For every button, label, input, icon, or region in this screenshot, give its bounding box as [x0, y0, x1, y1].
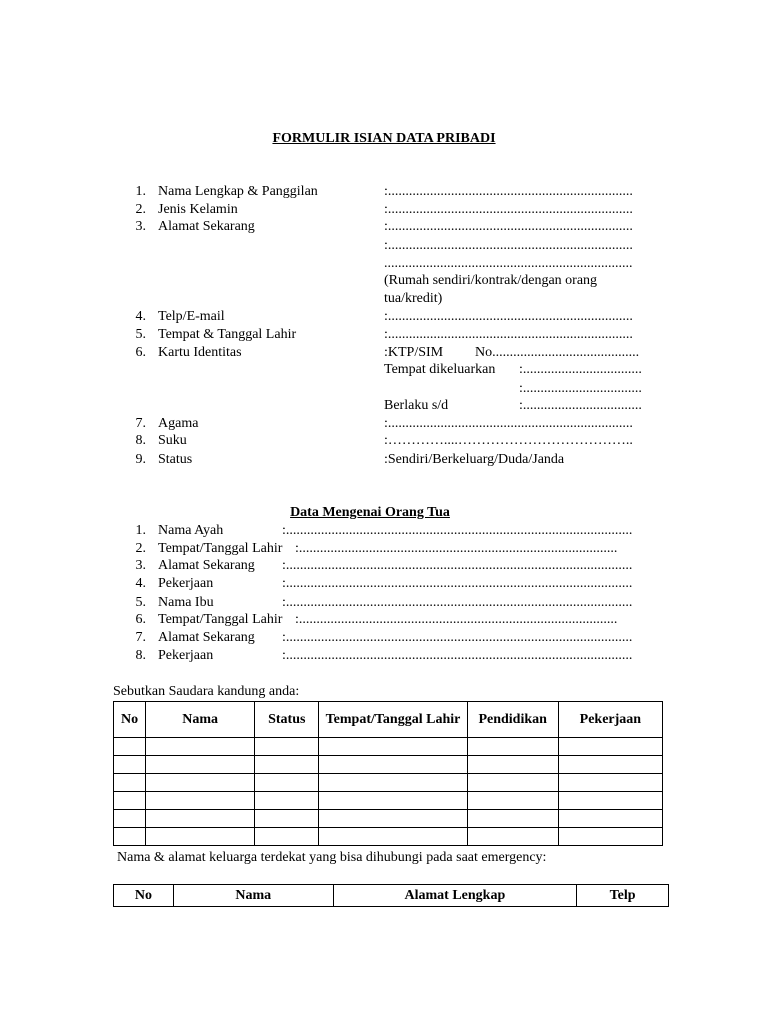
col-header-job: Pekerjaan	[558, 702, 662, 738]
table-cell[interactable]	[114, 792, 146, 810]
item-value[interactable]: :......................................................................	[384, 219, 633, 234]
item-number: 7.	[135, 416, 146, 431]
item-label: Kartu Identitas	[158, 345, 242, 360]
col-header-birth: Tempat/Tanggal Lahir	[319, 702, 467, 738]
table-row	[114, 810, 663, 828]
item-label: Pekerjaan	[158, 576, 214, 591]
item-number: 3.	[135, 219, 146, 234]
address-line-2[interactable]: :......................................................................	[384, 238, 633, 253]
table-cell[interactable]	[255, 756, 319, 774]
item-number: 8.	[135, 648, 146, 663]
table-row	[114, 792, 663, 810]
item-number: 2.	[135, 541, 146, 556]
table-cell[interactable]	[467, 774, 558, 792]
table-cell[interactable]	[146, 774, 255, 792]
table-row	[114, 738, 663, 756]
table-cell[interactable]	[146, 756, 255, 774]
table-header-row	[114, 702, 663, 738]
id-card-number[interactable]: No..........................................	[475, 345, 640, 360]
table-header-row	[114, 885, 669, 907]
table-cell[interactable]	[467, 792, 558, 810]
item-label: Alamat Sekarang	[158, 219, 255, 234]
table-cell[interactable]	[255, 738, 319, 756]
table-cell[interactable]	[146, 810, 255, 828]
item-value[interactable]: :...................................................................................................	[282, 630, 633, 645]
item-label: Jenis Kelamin	[158, 202, 238, 217]
siblings-table	[113, 701, 663, 846]
table-cell[interactable]	[319, 810, 467, 828]
siblings-caption: Sebutkan Saudara kandung anda:	[113, 684, 300, 699]
item-number: 6.	[135, 612, 146, 627]
id-issued-value-2[interactable]: :..................................	[519, 381, 642, 396]
table-cell[interactable]	[558, 792, 662, 810]
item-number: 5.	[135, 327, 146, 342]
table-cell[interactable]	[255, 810, 319, 828]
item-label: Status	[158, 452, 193, 467]
id-valid-value[interactable]: :..................................	[519, 398, 642, 413]
item-label: Alamat Sekarang	[158, 558, 255, 573]
table-cell[interactable]	[146, 738, 255, 756]
item-number: 6.	[135, 345, 146, 360]
address-line-3[interactable]: .......................................................................	[384, 256, 633, 271]
item-label: Pekerjaan	[158, 648, 214, 663]
item-value[interactable]: :...................................................................................................	[282, 648, 633, 663]
table-cell[interactable]	[319, 756, 467, 774]
id-card-type: :KTP/SIM	[384, 345, 444, 360]
item-label: Alamat Sekarang	[158, 630, 255, 645]
item-label: Tempat/Tanggal Lahir	[158, 612, 283, 627]
table-cell[interactable]	[114, 810, 146, 828]
item-label: Nama Lengkap & Panggilan	[158, 184, 318, 199]
table-cell[interactable]	[255, 828, 319, 846]
item-number: 2.	[135, 202, 146, 217]
parents-title: Data Mengenai Orang Tua	[290, 505, 450, 520]
col-header-no: No	[114, 885, 174, 907]
table-cell[interactable]	[558, 810, 662, 828]
item-number: 1.	[135, 184, 146, 199]
table-row	[114, 774, 663, 792]
item-value[interactable]: :......................................................................	[384, 416, 633, 431]
item-value[interactable]: :...........................................................................................	[295, 612, 618, 627]
table-cell[interactable]	[114, 828, 146, 846]
item-value[interactable]: :...................................................................................................	[282, 595, 633, 610]
table-cell[interactable]	[467, 738, 558, 756]
item-value[interactable]: :......................................................................	[384, 202, 633, 217]
item-label: Telp/E-mail	[158, 309, 225, 324]
table-cell[interactable]	[255, 774, 319, 792]
item-value: :Sendiri/Berkeluarg/Duda/Janda	[384, 452, 565, 467]
emergency-table	[113, 884, 669, 907]
table-cell[interactable]	[319, 828, 467, 846]
table-cell[interactable]	[255, 792, 319, 810]
item-number: 7.	[135, 630, 146, 645]
table-cell[interactable]	[319, 738, 467, 756]
item-value[interactable]: :......................................................................	[384, 184, 633, 199]
item-number: 9.	[135, 452, 146, 467]
table-cell[interactable]	[467, 828, 558, 846]
col-header-phone: Telp	[577, 885, 669, 907]
table-cell[interactable]	[558, 756, 662, 774]
item-number: 8.	[135, 433, 146, 448]
item-label: Suku	[158, 433, 187, 448]
item-label: Tempat/Tanggal Lahir	[158, 541, 283, 556]
item-number: 1.	[135, 523, 146, 538]
col-header-no: No	[114, 702, 146, 738]
address-note: (Rumah sendiri/kontrak/dengan orang tua/kredit)	[384, 273, 598, 306]
table-cell[interactable]	[319, 774, 467, 792]
table-cell[interactable]	[319, 792, 467, 810]
table-cell[interactable]	[467, 756, 558, 774]
table-cell[interactable]	[114, 738, 146, 756]
item-value[interactable]: :......................................................................	[384, 327, 633, 342]
item-number: 4.	[135, 309, 146, 324]
item-value[interactable]: :...........................................................................................	[295, 541, 618, 556]
id-issued-value[interactable]: :..................................	[519, 362, 642, 377]
table-row	[114, 828, 663, 846]
item-number: 4.	[135, 576, 146, 591]
col-header-education: Pendidikan	[467, 702, 558, 738]
emergency-caption: Nama & alamat keluarga terdekat yang bisa dihubungi pada saat emergency:	[117, 850, 547, 865]
item-label: Tempat & Tanggal Lahir	[158, 327, 297, 342]
item-value[interactable]: :…………....………………………………..	[384, 433, 633, 448]
table-cell[interactable]	[558, 738, 662, 756]
item-value[interactable]: :...................................................................................................	[282, 558, 633, 573]
col-header-nama: Nama	[173, 885, 333, 907]
table-cell[interactable]	[146, 792, 255, 810]
item-label: Nama Ayah	[158, 523, 224, 538]
col-header-nama: Nama	[146, 702, 255, 738]
table-cell[interactable]	[114, 756, 146, 774]
table-cell[interactable]	[146, 828, 255, 846]
table-cell[interactable]	[558, 774, 662, 792]
table-cell[interactable]	[114, 774, 146, 792]
id-valid-label: Berlaku s/d	[384, 398, 449, 413]
item-value[interactable]: :...................................................................................................	[282, 523, 633, 538]
table-row	[114, 756, 663, 774]
form-title: FORMULIR ISIAN DATA PRIBADI	[272, 131, 496, 146]
item-label: Agama	[158, 416, 199, 431]
id-issued-label: Tempat dikeluarkan	[384, 362, 496, 377]
table-cell[interactable]	[467, 810, 558, 828]
item-value[interactable]: :......................................................................	[384, 309, 633, 324]
table-cell[interactable]	[558, 828, 662, 846]
item-value[interactable]: :...................................................................................................	[282, 576, 633, 591]
item-number: 3.	[135, 558, 146, 573]
col-header-status: Status	[255, 702, 319, 738]
item-label: Nama Ibu	[158, 595, 214, 610]
item-number: 5.	[135, 595, 146, 610]
col-header-address: Alamat Lengkap	[333, 885, 577, 907]
